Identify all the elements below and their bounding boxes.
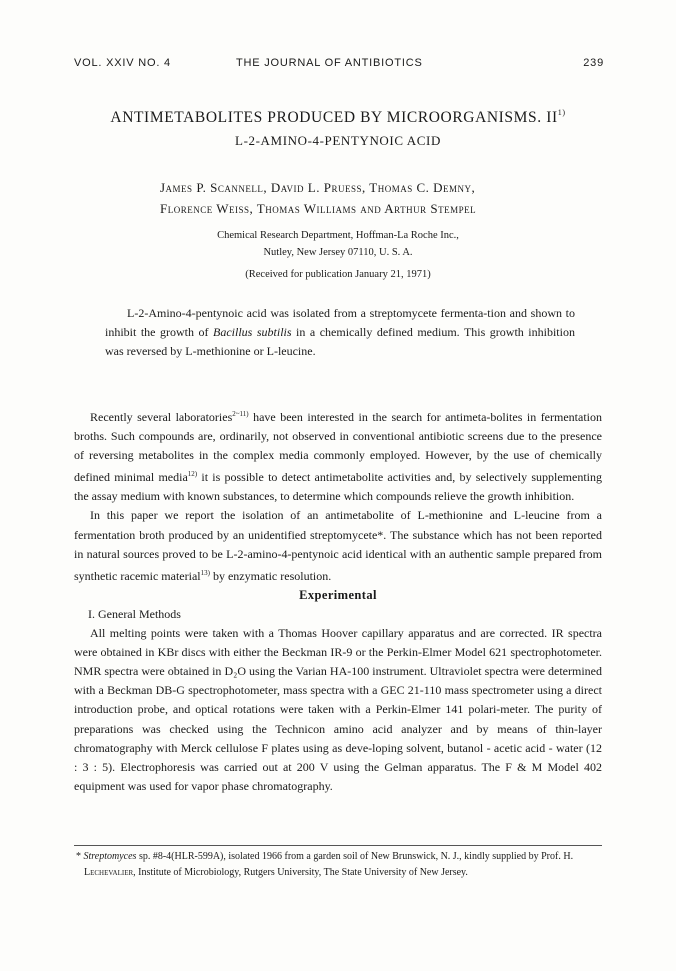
- paragraph-text: it is possible to detect antimetabolite activities and, by selectively supplementing the assay medium with known substances, to determine which compounds relieve the growth inhibition.: [74, 470, 602, 504]
- paragraph-text: In this paper we report the isolation of an antimetabolite of L-methionine and L-leucine from a fermentation broth produced by an unidentified streptomycete*. The substance which has not been reported in natural sources proved to be L-2-amino-4-pentynoic acid identical with an authentic sample prepared from synthetic racemic material: [74, 508, 602, 583]
- volume-number: VOL. XXIV NO. 4: [74, 57, 171, 69]
- affiliation-line-2: Nutley, New Jersey 07110, U. S. A.: [263, 247, 413, 258]
- article-subtitle: L-2-AMINO-4-PENTYNOIC ACID: [235, 133, 441, 148]
- affiliation-line-1: Chemical Research Department, Hoffman-La Roche Inc.,: [217, 230, 459, 241]
- title-reference: 1): [557, 108, 566, 117]
- abstract-text-1: L-2-Amino-4-pentynoic acid was isolated from a streptomycete fermenta-tion and shown to inhibit the growth of: [105, 306, 575, 339]
- footnote-text: [74, 849, 602, 881]
- paragraph-intro: [74, 405, 602, 506]
- footnote-marker: *: [76, 851, 84, 862]
- citation: 2~11): [232, 410, 249, 418]
- paragraph-methods: All melting points were taken with a Thomas Hoover capillary apparatus and are corrected. IR spectra were obtained in KBr discs with either the Beckman IR-9 or the Perkin-Elmer Model 621 spectrophotometer. NMR spectra were obtained in D₂O using the Varian HA-100 instrument. Ultraviolet spectra were determined with a Beckman DB-G spectrophotometer, mass spectra with a GEC 21-110 mass spectrometer using a direct introduction probe, and optical rotations were taken with a Perkin-Elmer 141 polari-meter. The purity of preparations was checked using the Technicon amino acid analyzer and by means of thin-layer chromatography with Merck cellulose F plates using as deve-loping solvent, butanol - acetic acid - water (12 : 3 : 5). Electrophoresis was carried out at 200 V using the Gelman apparatus. The F & M Model 402 equipment was used for vapor phase chromatography.: [74, 626, 602, 793]
- article-title: [0, 108, 676, 127]
- author-list: [160, 177, 580, 219]
- footnote-text-part: , Institute of Microbiology, Rutgers University, The State University of New Jersey.: [133, 867, 468, 878]
- subsection-heading: I. General Methods: [88, 606, 181, 621]
- article-body: [74, 405, 602, 796]
- journal-name: THE JOURNAL OF ANTIBIOTICS: [236, 57, 423, 69]
- section-heading: Experimental: [299, 587, 377, 602]
- footnote-text-part: sp. #8-4(HLR-599A), isolated 1966 from a garden soil of New Brunswick, N. J., kindly supplied by Prof. H.: [136, 851, 574, 862]
- page-number: 239: [583, 57, 604, 69]
- article-title-text: ANTIMETABOLITES PRODUCED BY MICROORGANISMS. II: [110, 109, 558, 126]
- citation: 12): [187, 470, 198, 479]
- author-line-2: Florence Weiss, Thomas Williams and Arthur Stempel: [160, 201, 477, 216]
- paragraph-text: have been interested in the search for antimeta-bolites in fermentation broths. Such compounds are, ordinarily, not observed in conventional antibiotic screens due to the presence of reversing metabolites in the complex media commonly employed. However, by the use of chemically defined minimal media: [74, 410, 602, 485]
- paragraph-text: by enzymatic resolution.: [209, 568, 332, 583]
- footnote-organism: Streptomyces: [83, 851, 137, 862]
- footnote: [74, 845, 602, 881]
- abstract-text-2: in a chemically defined medium. This growth inhibition was reversed by L-methionine or L-leucine.: [105, 325, 575, 358]
- citation: 13): [200, 568, 210, 577]
- paragraph-report: [74, 506, 602, 585]
- abstract-organism: Bacillus subtilis: [213, 325, 292, 339]
- footnote-person: Lechevalier: [84, 867, 134, 878]
- received-date: (Received for publication January 21, 1971): [245, 269, 431, 280]
- affiliation: [0, 227, 676, 261]
- abstract: [105, 304, 575, 361]
- author-line-1: James P. Scannell, David L. Pruess, Thomas C. Demny,: [160, 180, 476, 195]
- paragraph-text: Recently several laboratories: [90, 410, 233, 424]
